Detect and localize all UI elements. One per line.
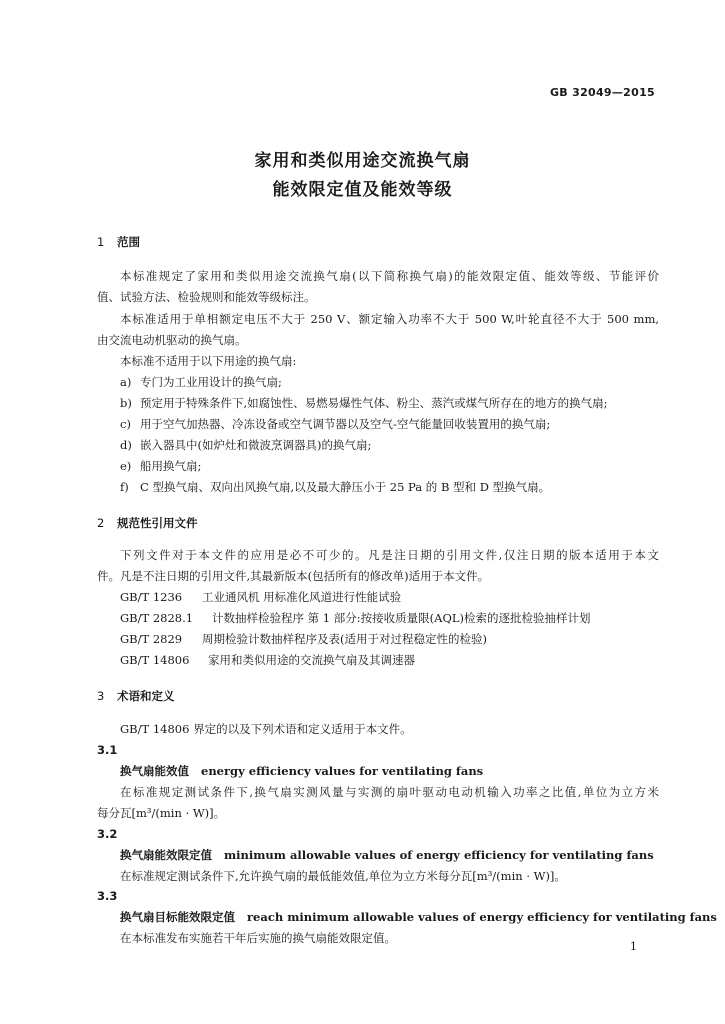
document-title-line2: 能效限定值及能效等级 [272, 180, 453, 200]
definition-line: 每分瓦[m³/(min · W)]。 [97, 806, 226, 820]
standard-code: GB 32049—2015 [549, 86, 655, 99]
section-number: 2 [97, 516, 105, 530]
section-3-heading [97, 688, 175, 704]
list-item-label: e) [120, 459, 132, 473]
term-chinese: 换气扇能效值 [120, 764, 189, 778]
reference-item [120, 611, 591, 625]
clause-number: 3.1 [97, 743, 118, 757]
reference-item [120, 653, 415, 667]
reference-item [120, 632, 487, 646]
paragraph-line: 件。凡是不注日期的引用文件,其最新版本(包括所有的修改单)适用于本文件。 [97, 569, 490, 583]
list-item [120, 438, 371, 452]
section-title: 范围 [117, 235, 140, 249]
page-number: 1 [630, 940, 637, 953]
list-item-text: 嵌入器具中(如炉灶和微波烹调器具)的换气扇; [140, 438, 372, 452]
list-item-label: c) [120, 417, 131, 431]
list-item [120, 375, 282, 389]
section-number: 1 [97, 235, 105, 249]
section-1-heading [97, 234, 140, 250]
paragraph-line: 本标准适用于单相额定电压不大于 250 V、额定输入功率不大于 500 W,叶轮直径不大于 500 mm, [120, 312, 659, 326]
list-item-label: b) [120, 396, 132, 410]
document-title-line1: 家用和类似用途交流换气扇 [254, 151, 471, 171]
list-item-text: 预定用于特殊条件下,如腐蚀性、易燃易爆性气体、粉尘、蒸汽或煤气所存在的地方的换气扇; [140, 396, 608, 410]
reference-item [120, 590, 401, 604]
list-item-label: f) [120, 480, 129, 494]
clause-number: 3.3 [97, 889, 118, 903]
term-entry [120, 910, 717, 924]
paragraph-line: 由交流电动机驱动的换气扇。 [97, 333, 247, 347]
paragraph-line: 值、试验方法、检验规则和能效等级标注。 [97, 290, 316, 304]
list-item-label: d) [120, 438, 132, 452]
term-english: reach minimum allowable values of energy efficiency for ventilating fans [247, 910, 717, 924]
term-english: energy efficiency values for ventilating fans [201, 764, 484, 778]
term-chinese: 换气扇能效限定值 [120, 848, 212, 862]
section-title: 规范性引用文件 [117, 516, 198, 530]
reference-code: GB/T 2829 [120, 632, 183, 646]
paragraph-line: 本标准不适用于以下用途的换气扇: [120, 354, 297, 368]
term-entry [120, 848, 654, 862]
reference-title: 计数抽样检验程序 第 1 部分:按接收质量限(AQL)检索的逐批检验抽样计划 [212, 611, 591, 625]
section-2-heading [97, 515, 198, 531]
list-item-text: 用于空气加热器、冷冻设备或空气调节器以及空气-空气能量回收装置用的换气扇; [140, 417, 551, 431]
reference-code: GB/T 2828.1 [120, 611, 194, 625]
list-item [120, 396, 608, 410]
reference-code: GB/T 14806 [120, 653, 190, 667]
list-item [120, 459, 201, 473]
reference-title: 周期检验计数抽样程序及表(适用于对过程稳定性的检验) [202, 632, 487, 646]
list-item [120, 480, 550, 494]
term-english: minimum allowable values of energy efficiency for ventilating fans [224, 848, 654, 862]
reference-title: 家用和类似用途的交流换气扇及其调速器 [208, 653, 415, 667]
term-entry [120, 764, 483, 778]
paragraph-line: 下列文件对于本文件的应用是必不可少的。凡是注日期的引用文件,仅注日期的版本适用于本文 [120, 548, 659, 562]
definition-line: 在标准规定测试条件下,允许换气扇的最低能效值,单位为立方米每分瓦[m³/(min · W)]。 [120, 869, 566, 883]
reference-title: 工业通风机 用标准化风道进行性能试验 [202, 590, 402, 604]
list-item [120, 417, 550, 431]
definition-line: 在本标准发布实施若干年后实施的换气扇能效限定值。 [120, 931, 396, 945]
term-chinese: 换气扇目标能效限定值 [120, 910, 235, 924]
list-item-text: 专门为工业用设计的换气扇; [140, 375, 282, 389]
list-item-text: C 型换气扇、双向出风换气扇,以及最大静压小于 25 Pa 的 B 型和 D 型换气扇。 [140, 480, 551, 494]
list-item-label: a) [120, 375, 132, 389]
clause-number: 3.2 [97, 827, 118, 841]
definition-line: 在标准规定测试条件下,换气扇实测风量与实测的扇叶驱动电动机输入功率之比值,单位为立方米 [120, 785, 659, 799]
list-item-text: 船用换气扇; [140, 459, 202, 473]
section-title: 术语和定义 [117, 689, 175, 703]
section-number: 3 [97, 689, 105, 703]
reference-code: GB/T 1236 [120, 590, 183, 604]
paragraph-line: 本标准规定了家用和类似用途交流换气扇(以下简称换气扇)的能效限定值、能效等级、节能评价 [120, 269, 659, 283]
paragraph-line: GB/T 14806 界定的以及下列术语和定义适用于本文件。 [120, 722, 412, 736]
